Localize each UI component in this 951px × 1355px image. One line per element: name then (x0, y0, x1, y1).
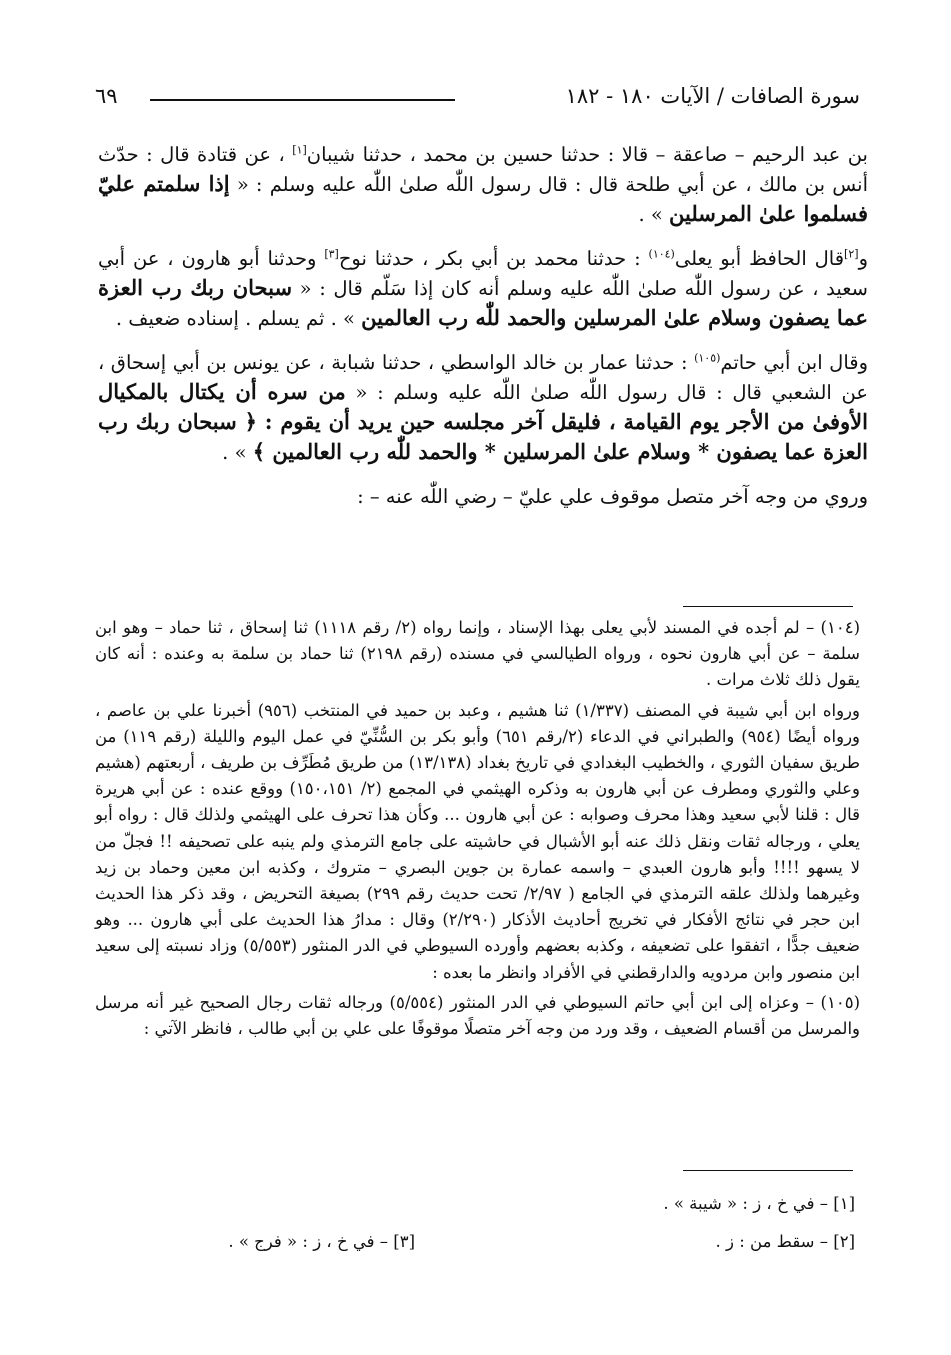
page-number: ٦٩ (95, 84, 118, 108)
footnote-separator (683, 606, 853, 607)
note-3: [٣] – في خ ، ز : « فرج » . (228, 1232, 415, 1251)
text-span: وقال ابن أبي حاتم (720, 351, 868, 374)
surah-title: سورة الصافات / الآيات ١٨٠ - ١٨٢ (565, 84, 860, 108)
text-span: قال الحافظ أبو يعلى (674, 247, 845, 270)
footnote-104-continued: ورواه ابن أبي شيبة في المصنف (١/٣٣٧) ثنا هشيم ، وعبد بن حميد في المنتخب (٩٥٦) أخبرنا علي بن عاصم ، ورواه أيضًا (٩٥٤) والطبراني في الدعاء (٢/رقم ٦٥١) وأبو بكر بن السُّنِّيّ في عمل اليوم والليلة (رقم ١١٩) من طريق سفيان الثوري ، والخطيب البغدادي في تاريخ بغداد (١٣/١٣٨) من طريق مُطَرِّف بن طريف ، أربعتهم (هشيم وعلي والثوري ومطرف عن أبي هارون به وذكره الهيثمي في المجمع (٢/ ١٥٠،١٥١) ووقع عنده : عن أبي هريرة قال : قلنا لأبي سعيد وهذا محرف وصوابه : عن أبي هارون ... وكأن هذا تحرف على الهيثمي ولذلك قال : رواه أبو يعلي ، ورجاله ثقات ونقل ذلك عنه أبو الأشبال في حاشيته على جامع الترمذي ولم ينبه على تصحيفه !! فجلّ من لا يسهو !!!! وأبو هارون العبدي – واسمه عمارة بن جوين البصري – متروك ، وكذبه ابن معين وحماد بن زيد وغيرهما ولذلك علقه الترمذي في الجامع ( ٢/٩٧/ تحت حديث رقم ٢٩٩) بصيغة التحريض ، وقد ذكر هذا الحديث ابن حجر في نتائج الأفكار في تخريج أحاديث الأذكار (٢/٢٩٠) وقال : مدارُ هذا الحديث على أبي هارون ... وهو ضعيف جدًّا ، اتفقوا على تضعيفه ، وكذبه بعضهم وأورده السيوطي في الدر المنثور (٥/٥٥٣) وزاد نسبته إلى سعيد ابن منصور وابن مردويه والدارقطني في الأفراد وانظر ما بعده : (95, 700, 860, 982)
header-rule (150, 99, 455, 101)
text-span: » . (638, 203, 669, 226)
text-span: بن عبد الرحيم – صاعقة – قالا : حدثنا حسين بن محمد ، حدثنا شيبان (306, 143, 868, 166)
footnote-105: (١٠٥) – وعزاه إلى ابن أبي حاتم السيوطي في الدر المنثور (٥/٥٥٤) ورجاله ثقات رجال الصحيح غير أنه مرسل والمرسل من أقسام الضعيف ، وقد ورد من وجه آخر متصلًا موقوفًا على علي بن أبي طالب ، فانظر الآتي : (95, 992, 860, 1039)
notes-separator (683, 1170, 853, 1171)
note-2: [٢] – سقط من : ز . (715, 1232, 855, 1251)
main-text (98, 140, 868, 526)
footnotes (95, 615, 860, 1046)
footnote-ref: (١٠٥) (694, 351, 721, 365)
page-header (95, 82, 860, 122)
text-span: » . (222, 441, 253, 464)
text-span: وحدثنا أبو هارون ، عن أبي سعيد ، عن رسول اللّٰه صلىٰ اللّٰه عليه وسلم أنه كان إذا سَلّم قال : « (98, 247, 868, 300)
note-ref: [٣] (324, 247, 339, 261)
text-span: و (858, 247, 868, 270)
text-span: : حدثنا محمد بن أبي بكر ، حدثنا نوح (338, 247, 649, 270)
manuscript-notes (190, 1185, 855, 1261)
text-span: » . ثم يسلم . إسناده ضعيف . (115, 307, 362, 330)
hadith-text: سبحان ربك رب العزة عما يصفون وسلام علىٰ المرسلين والحمد للّٰه رب العالمين (98, 275, 868, 330)
footnote-ref: (١٠٤) (648, 247, 675, 261)
note-ref: [٢] (844, 247, 859, 261)
notes-row (190, 1223, 855, 1261)
footnote-104: (١٠٤) – لم أجده في المسند لأبي يعلى بهذا الإسناد ، وإنما رواه (٢/ رقم ١١١٨) ثنا إسحاق ، ثنا حماد – وهو ابن سلمة – عن أبي هارون نحوه ، ورواه الطيالسي في مسنده (رقم ٢١٩٨) ثنا حماد بن سلمة به وعنده : أنه كان يقول ذلك ثلاث مرات . (95, 618, 861, 690)
paragraph-3 (98, 348, 868, 467)
note-1: [١] – في خ ، ز : « شيبة » . (663, 1194, 855, 1213)
text-span: : حدثنا عمار بن خالد الواسطي ، حدثنا شبابة ، عن يونس بن أبي إسحاق ، عن الشعبي قال : قال رسول اللّٰه صلىٰ اللّٰه عليه وسلم : « (98, 351, 868, 404)
text-span: ، عن قتادة قال : حدّث أنس بن مالك ، عن أبي طلحة قال : قال رسول اللّٰه صلىٰ اللّٰه عليه وسلم : « (98, 143, 868, 196)
hadith-text: من سره أن يكتال بالمكيال الأوفىٰ من الأجر يوم القيامة ، فليقل آخر مجلسه حين يريد أن يقوم : ﴿ سبحان ربك رب العزة عما يصفون * وسلام علىٰ المرسلين * والحمد للّٰه رب العالمين ﴾ (98, 379, 868, 464)
paragraph-2 (98, 244, 868, 333)
note-ref: [١] (292, 143, 307, 157)
paragraph-4: وروي من وجه آخر متصل موقوف علي عليّ – رضي اللّٰه عنه – : (357, 485, 868, 508)
notes-row (190, 1185, 855, 1223)
paragraph-1 (98, 140, 868, 229)
hadith-text: إذا سلمتم عليّ فسلموا علىٰ المرسلين (98, 171, 868, 226)
